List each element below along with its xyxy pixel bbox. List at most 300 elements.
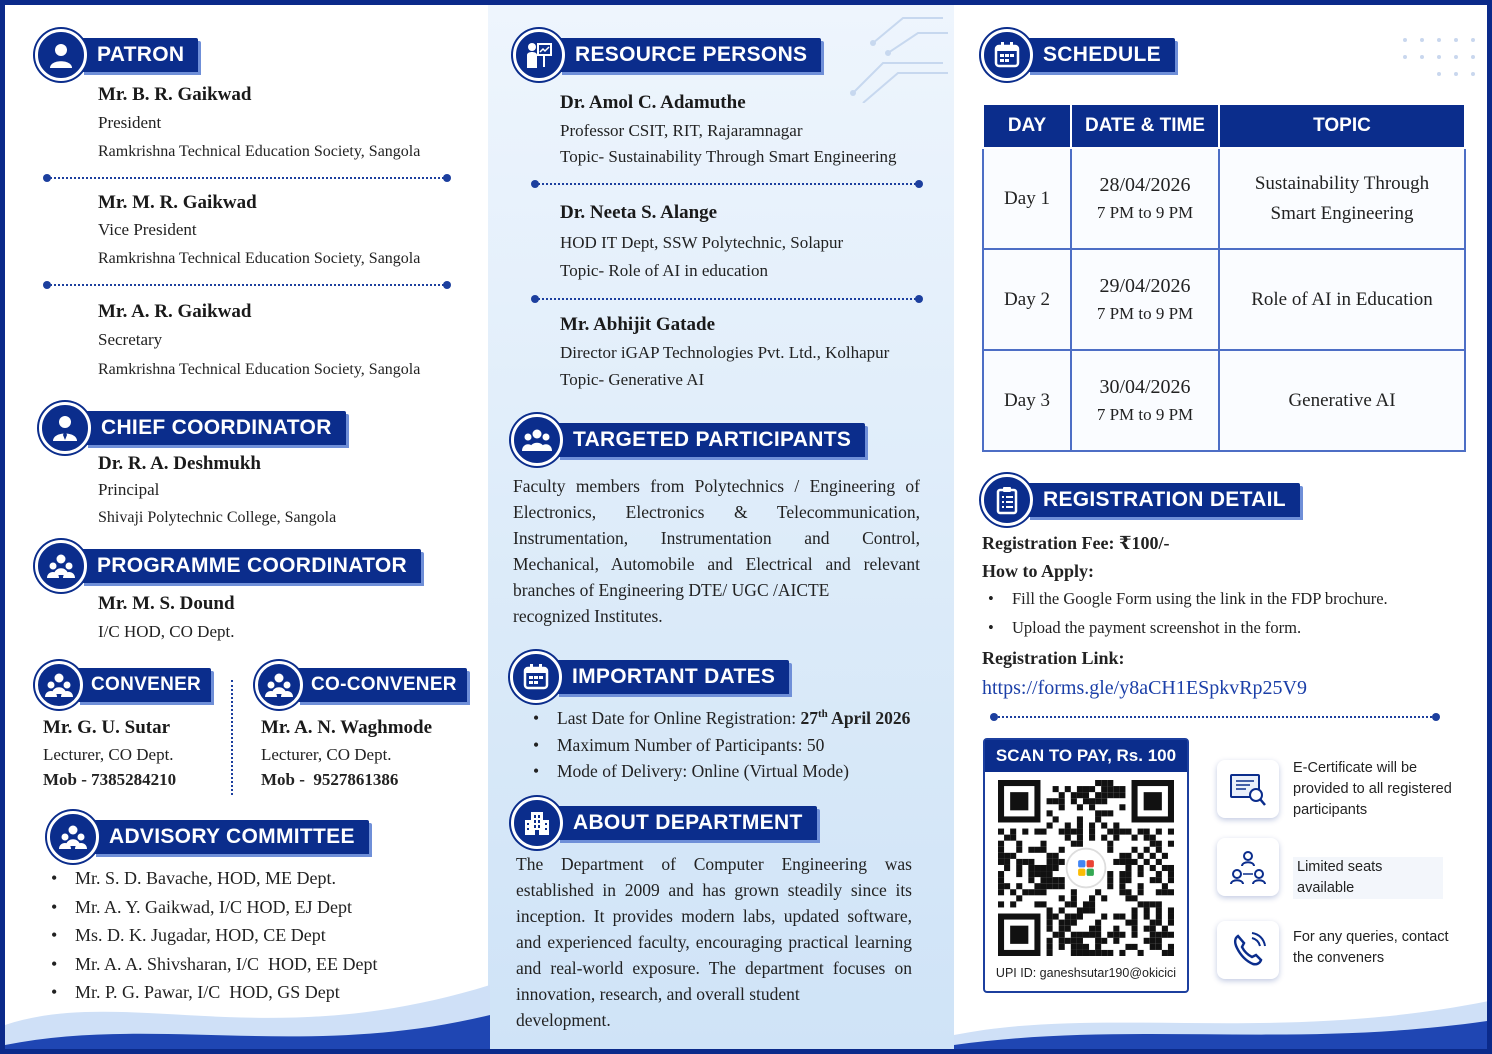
qr-module (1150, 835, 1156, 841)
qr-module (1168, 871, 1174, 877)
qr-module (1071, 841, 1077, 847)
qr-module (1132, 920, 1138, 926)
patron-2-role: Vice President (98, 220, 197, 239)
qr-module (998, 877, 1004, 883)
qr-module (1101, 950, 1107, 956)
qr-module (1138, 950, 1144, 956)
qr-module (1016, 841, 1022, 847)
qr-module (1034, 883, 1040, 889)
qr-module (1077, 786, 1083, 792)
last-date-label: Last Date for Online Registration: (557, 708, 801, 728)
registration-title: REGISTRATION DETAIL (1027, 483, 1300, 517)
qr-module (1119, 792, 1125, 798)
qr-module (1059, 907, 1065, 913)
people-network-icon (1228, 847, 1268, 887)
qr-module (1053, 883, 1059, 889)
qr-module (1095, 798, 1101, 804)
qr-module (1119, 877, 1125, 883)
qr-module (1053, 816, 1059, 822)
resource-persons-title: RESOURCE PERSONS (559, 38, 821, 72)
divider (535, 298, 919, 300)
qr-module (1101, 914, 1107, 920)
qr-module (1047, 871, 1053, 877)
qr-module (1132, 835, 1138, 841)
team-icon (255, 661, 303, 709)
qr-module (1150, 926, 1156, 932)
person-icon (35, 29, 87, 81)
qr-module (1077, 944, 1083, 950)
qr-module (1113, 938, 1119, 944)
qr-module (1004, 853, 1010, 859)
qr-module (1101, 810, 1107, 816)
qr-module (1125, 829, 1131, 835)
qr-module (1010, 835, 1016, 841)
last-date-month-year: April 2026 (827, 708, 911, 728)
patron-3-org: Ramkrishna Technical Education Society, Sangola (98, 361, 421, 378)
time: 7 PM to 9 PM (1096, 203, 1194, 222)
qr-module (1065, 920, 1071, 926)
qr-module (1047, 938, 1053, 944)
qr-module (1168, 907, 1174, 913)
qr-module (1047, 798, 1053, 804)
qr-module (1119, 829, 1125, 835)
qr-module (1144, 847, 1150, 853)
qr-module (1053, 798, 1059, 804)
qr-module (1119, 786, 1125, 792)
qr-module (1095, 944, 1101, 950)
qr-module (1059, 804, 1065, 810)
qr-module (1150, 841, 1156, 847)
qr-module (1065, 938, 1071, 944)
qr-code[interactable] (998, 780, 1174, 956)
qr-module (1144, 914, 1150, 920)
qr-module (1132, 944, 1138, 950)
qr-module (1016, 847, 1022, 853)
qr-module (1132, 847, 1138, 853)
qr-module (1119, 950, 1125, 956)
table-row (983, 148, 1465, 249)
programme-coordinator-title: PROGRAMME COORDINATOR (81, 549, 421, 583)
about-department-body: The Department of Computer Engineering was established in 2009 and has grown steadily since its inception. It provides modern labs, updated software, and experienced faculty, encouraging practical learning and real-world exposure. The department focuses on innovation, research, and overall student (516, 854, 912, 1004)
certificate-icon (1228, 769, 1268, 809)
qr-module (1047, 859, 1053, 865)
qr-module (1083, 907, 1089, 913)
qr-module (1113, 786, 1119, 792)
qr-module (1071, 950, 1077, 956)
qr-module (1053, 853, 1059, 859)
qr-module (1089, 835, 1095, 841)
qr-module (1053, 786, 1059, 792)
qr-module (1016, 871, 1022, 877)
co-convener-role: Lecturer, CO Dept. (261, 745, 392, 764)
qr-module (1047, 865, 1053, 871)
building-icon (511, 797, 563, 849)
targeted-participants-last-line: recognized Institutes. (513, 606, 663, 626)
about-department-header (511, 797, 817, 849)
qr-module (1156, 907, 1162, 913)
qr-module (1065, 835, 1071, 841)
qr-module (998, 859, 1004, 865)
qr-module (1059, 944, 1065, 950)
qr-module (1040, 841, 1046, 847)
qr-module (1162, 853, 1168, 859)
qr-module (1162, 932, 1168, 938)
qr-module (1156, 944, 1162, 950)
chief-coordinator-title: CHIEF COORDINATOR (85, 411, 346, 445)
qr-module (1071, 829, 1077, 835)
qr-module (1138, 889, 1144, 895)
qr-module (1077, 822, 1083, 828)
phone-icon (1228, 930, 1268, 970)
co-convener-mobile: Mob - 9527861386 (261, 770, 399, 789)
divider (535, 183, 919, 185)
qr-module (1119, 932, 1125, 938)
convener-role: Lecturer, CO Dept. (43, 745, 174, 764)
resource-person-1-name: Dr. Amol C. Adamuthe (560, 92, 746, 113)
targeted-participants-header (511, 414, 865, 466)
date: 30/04/2026 (1099, 376, 1191, 398)
qr-module (1107, 871, 1113, 877)
qr-module (1156, 901, 1162, 907)
qr-module (1150, 932, 1156, 938)
qr-module (1113, 926, 1119, 932)
last-date-day: 27 (800, 708, 818, 728)
qr-module (1077, 950, 1083, 956)
qr-module (1107, 932, 1113, 938)
qr-module (1077, 907, 1083, 913)
qr-module (1132, 859, 1138, 865)
qr-module (1047, 944, 1053, 950)
qr-module (1089, 895, 1095, 901)
max-participants: • Maximum Number of Participants: 50 (557, 735, 824, 756)
qr-module (1162, 926, 1168, 932)
day-cell: Day 1 (983, 148, 1071, 249)
qr-module (998, 883, 1004, 889)
qr-module (1089, 926, 1095, 932)
about-department-last-line: development. (516, 1010, 611, 1030)
qr-module (1144, 907, 1150, 913)
qr-module (1125, 944, 1131, 950)
topic-cell: Sustainability Through Smart Engineering (1219, 148, 1465, 249)
qr-module (1071, 938, 1077, 944)
qr-module (1059, 932, 1065, 938)
patron-2-org: Ramkrishna Technical Education Society, Sangola (98, 250, 421, 267)
resource-person-3-designation: Director iGAP Technologies Pvt. Ltd., Kolhapur (560, 343, 890, 362)
qr-module (1101, 835, 1107, 841)
qr-module (1028, 847, 1034, 853)
programme-coordinator-header (35, 540, 421, 592)
qr-module (1138, 871, 1144, 877)
qr-module (1162, 865, 1168, 871)
apply-step: • Upload the payment screenshot in the form. (1012, 618, 1301, 638)
qr-module (1089, 950, 1095, 956)
registration-link-label: Registration Link: (982, 648, 1125, 668)
qr-module (998, 841, 1004, 847)
topic-cell: Role of AI in Education (1219, 249, 1465, 350)
qr-module (1156, 847, 1162, 853)
last-date-suffix: th (817, 708, 828, 721)
qr-module (1059, 829, 1065, 835)
qr-module (1089, 798, 1095, 804)
feature-contact (1217, 921, 1279, 979)
dot-pattern-decoration (1400, 35, 1480, 110)
important-dates-title: IMPORTANT DATES (556, 660, 789, 694)
qr-module (1059, 926, 1065, 932)
qr-module (1047, 926, 1053, 932)
qr-module (1053, 914, 1059, 920)
qr-module (1107, 780, 1113, 786)
qr-module (1150, 920, 1156, 926)
time: 7 PM to 9 PM (1096, 304, 1194, 323)
schedule-table (982, 103, 1466, 452)
qr-module (1138, 901, 1144, 907)
time: 7 PM to 9 PM (1096, 405, 1194, 424)
qr-module (1168, 944, 1174, 950)
qr-module (1168, 865, 1174, 871)
qr-module (1119, 859, 1125, 865)
patron-1-role: President (98, 113, 162, 132)
qr-module (1168, 914, 1174, 920)
divider (47, 177, 447, 179)
calendar-icon (981, 29, 1033, 81)
qr-module (1059, 895, 1065, 901)
qr-module (1071, 798, 1077, 804)
qr-module (1132, 914, 1138, 920)
qr-module (1028, 859, 1034, 865)
qr-module (1095, 780, 1101, 786)
circuit-decoration (843, 13, 953, 103)
convener-name: Mr. G. U. Sutar (43, 717, 171, 738)
convener-header (35, 661, 211, 709)
qr-module (1040, 865, 1046, 871)
qr-module (1089, 829, 1095, 835)
qr-module (1107, 786, 1113, 792)
divider (231, 680, 233, 795)
last-registration-date (557, 708, 910, 729)
qr-module (1156, 859, 1162, 865)
qr-module (1095, 950, 1101, 956)
schedule-header (981, 29, 1175, 81)
schedule-header-row (983, 104, 1465, 148)
qr-module (1132, 932, 1138, 938)
qr-module (1119, 883, 1125, 889)
qr-module (998, 847, 1004, 853)
qr-module (1047, 822, 1053, 828)
team-icon (35, 540, 87, 592)
qr-module (1101, 895, 1107, 901)
qr-module (1156, 938, 1162, 944)
qr-module (1065, 786, 1071, 792)
qr-module (1138, 853, 1144, 859)
qr-module (1077, 914, 1083, 920)
qr-module (998, 829, 1004, 835)
payment-card (983, 738, 1189, 993)
qr-module (1144, 859, 1150, 865)
wave-decoration-right (954, 995, 1492, 1054)
qr-module (1095, 932, 1101, 938)
qr-module (1016, 865, 1022, 871)
qr-module (1040, 847, 1046, 853)
qr-module (1125, 859, 1131, 865)
qr-module (1040, 871, 1046, 877)
qr-module (1047, 853, 1053, 859)
qr-module (1028, 889, 1034, 895)
qr-module (1071, 944, 1077, 950)
qr-module (1101, 938, 1107, 944)
qr-module (1071, 901, 1077, 907)
qr-module (1162, 950, 1168, 956)
qr-module (1059, 877, 1065, 883)
qr-module (1095, 810, 1101, 816)
qr-module (1132, 895, 1138, 901)
qr-module (1156, 920, 1162, 926)
registration-header (981, 474, 1300, 526)
chief-coordinator-org: Shivaji Polytechnic College, Sangola (98, 509, 337, 526)
qr-module (1156, 877, 1162, 883)
qr-module (1059, 920, 1065, 926)
qr-module (1125, 895, 1131, 901)
upi-id: UPI ID: ganeshsutar190@okicici (995, 966, 1177, 980)
qr-module (1125, 871, 1131, 877)
qr-module (1040, 889, 1046, 895)
group-icon (511, 414, 563, 466)
qr-module (1004, 835, 1010, 841)
qr-module (1077, 841, 1083, 847)
qr-module (1144, 926, 1150, 932)
patron-header (35, 29, 198, 81)
qr-module (1150, 877, 1156, 883)
qr-module (1083, 792, 1089, 798)
qr-module (1010, 901, 1016, 907)
qr-module (1107, 883, 1113, 889)
qr-module (1089, 907, 1095, 913)
qr-module (1047, 810, 1053, 816)
chief-coordinator-name: Dr. R. A. Deshmukh (98, 453, 261, 474)
column-header: DATE & TIME (1071, 104, 1219, 148)
qr-module (1010, 889, 1016, 895)
qr-module (1071, 932, 1077, 938)
qr-module (1150, 901, 1156, 907)
team-icon (47, 811, 99, 863)
qr-module (1028, 871, 1034, 877)
qr-module (1168, 950, 1174, 956)
qr-module (1101, 798, 1107, 804)
qr-module (1119, 871, 1125, 877)
qr-module (1113, 835, 1119, 841)
convener-mobile: Mob - 7385284210 (43, 770, 177, 789)
qr-module (1101, 780, 1107, 786)
qr-module (1065, 829, 1071, 835)
qr-module (1150, 865, 1156, 871)
date: 28/04/2026 (1099, 174, 1191, 196)
qr-module (1077, 932, 1083, 938)
co-convener-name: Mr. A. N. Waghmode (261, 717, 433, 738)
qr-module (1047, 920, 1053, 926)
qr-module (1065, 926, 1071, 932)
feature-certificate (1217, 760, 1279, 818)
topic-cell: Generative AI (1219, 350, 1465, 451)
targeted-participants-title: TARGETED PARTICIPANTS (557, 423, 865, 457)
qr-module (1083, 950, 1089, 956)
qr-module (1101, 786, 1107, 792)
qr-module (1119, 853, 1125, 859)
resource-persons-header (513, 29, 821, 81)
qr-module (1162, 889, 1168, 895)
registration-fee: Registration Fee: ₹100/- (982, 533, 1170, 553)
qr-module (1101, 822, 1107, 828)
convener-title: CONVENER (77, 668, 211, 702)
qr-module (998, 889, 1004, 895)
qr-module (1132, 926, 1138, 932)
resource-person-1-topic: Topic- Sustainability Through Smart Engineering (560, 147, 897, 166)
qr-module (1107, 792, 1113, 798)
advisory-member: • Mr. A. A. Shivsharan, I/C HOD, EE Dept (75, 954, 377, 976)
advisory-committee-header (47, 811, 369, 863)
qr-module (1125, 889, 1131, 895)
about-department-text (516, 851, 912, 1033)
qr-module (1168, 920, 1174, 926)
qr-module (1053, 877, 1059, 883)
feature-limited-seats (1217, 838, 1279, 896)
qr-module (1040, 901, 1046, 907)
table-row (983, 350, 1465, 451)
registration-link[interactable]: https://forms.gle/y8aCH1ESpkvRp25V9 (982, 677, 1307, 699)
qr-module (998, 871, 1004, 877)
qr-module (1119, 804, 1125, 810)
qr-module (1077, 835, 1083, 841)
day-cell: Day 3 (983, 350, 1071, 451)
date-time-cell (1071, 249, 1219, 350)
qr-module (1156, 829, 1162, 835)
qr-module (1083, 786, 1089, 792)
apply-step: • Fill the Google Form using the link in the FDP brochure. (1012, 589, 1388, 609)
qr-module (1089, 786, 1095, 792)
resource-person-2-topic: Topic- Role of AI in education (560, 261, 768, 280)
qr-module (1083, 944, 1089, 950)
table-row (983, 249, 1465, 350)
qr-module (1138, 883, 1144, 889)
qr-module (1016, 859, 1022, 865)
qr-module (1034, 847, 1040, 853)
qr-module (1144, 829, 1150, 835)
patron-3-role: Secretary (98, 330, 163, 349)
qr-module (1168, 841, 1174, 847)
qr-module (1168, 829, 1174, 835)
qr-module (1016, 895, 1022, 901)
qr-module (1156, 889, 1162, 895)
qr-module (1034, 865, 1040, 871)
qr-module (1125, 877, 1131, 883)
divider (47, 284, 447, 286)
calendar-icon (510, 651, 562, 703)
qr-module (1089, 901, 1095, 907)
advisory-member: • Ms. D. K. Jugadar, HOD, CE Dept (75, 925, 326, 947)
qr-module (1113, 914, 1119, 920)
qr-module (1022, 829, 1028, 835)
qr-module (1034, 871, 1040, 877)
qr-module (1059, 847, 1065, 853)
qr-module (1168, 932, 1174, 938)
qr-module (1113, 792, 1119, 798)
divider (994, 716, 1436, 718)
qr-module (1083, 932, 1089, 938)
programme-coordinator-role: I/C HOD, CO Dept. (98, 622, 235, 641)
qr-module (1065, 822, 1071, 828)
resource-person-1-designation: Professor CSIT, RIT, Rajaramnagar (560, 121, 803, 140)
wave-decoration-left (5, 965, 490, 1054)
qr-module (1077, 829, 1083, 835)
qr-module (1053, 865, 1059, 871)
